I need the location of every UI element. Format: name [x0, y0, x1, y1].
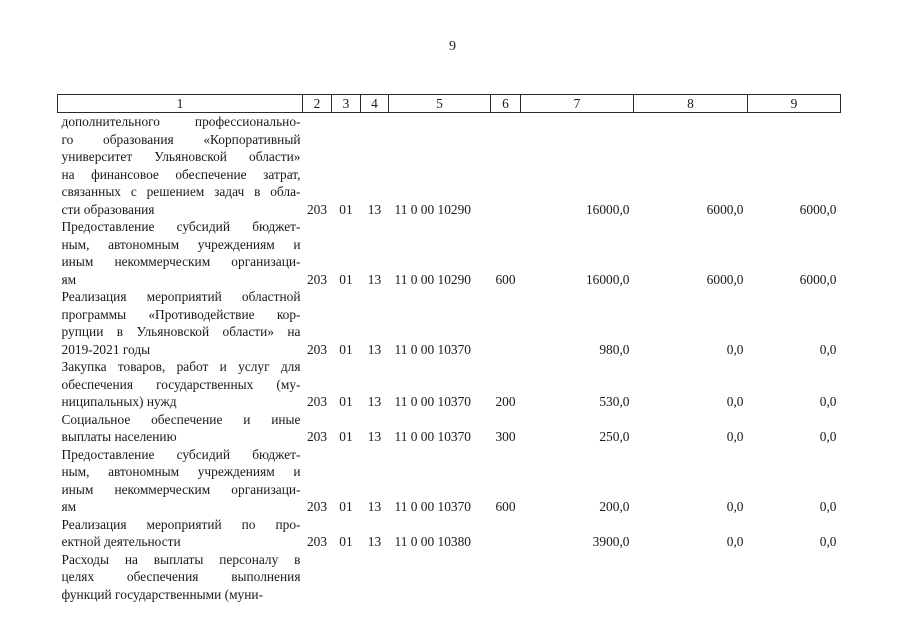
column-header-4: 4 [361, 95, 389, 113]
cell-ministry-code [303, 551, 332, 604]
description-line: ям [61, 499, 77, 514]
description-line: функций государственными (муни- [61, 586, 264, 602]
cell-expense-type [491, 516, 521, 551]
description-line: ным, автономным учреждениям и [61, 236, 301, 252]
cell-amount-year-1: 16000,0 [585, 201, 630, 217]
description-line: Предоставление субсидий бюджет- [61, 219, 301, 234]
cell-section: 01 [339, 499, 353, 514]
cell-ministry-code: 203 [306, 534, 328, 549]
description-line: ным, автономным учреждениям и [61, 464, 301, 479]
cell-ministry-code: 203 [306, 201, 328, 217]
cell-section: 01 [339, 429, 353, 444]
cell-expense-type: 600 [495, 499, 516, 514]
cell-expense-type [491, 288, 521, 358]
description-line: рупции в Ульяновской области» на [61, 324, 301, 339]
cell-ministry-code: 203 [306, 499, 328, 514]
description-line: выплаты населению [61, 429, 177, 444]
description-line: дополнительного профессионально- [61, 114, 301, 129]
cell-ministry-code: 203 [306, 341, 328, 357]
cell-amount-year-2: 0,0 [726, 429, 744, 444]
cell-description [58, 288, 303, 358]
cell-description [58, 516, 303, 551]
cell-subsection: 13 [367, 201, 382, 217]
description-line: целях обеспечения выполнения [61, 569, 301, 584]
description-line: ектной деятельности [61, 534, 181, 549]
description-line: иным некоммерческим организаци- [61, 254, 301, 269]
cell-amount-year-1 [521, 551, 634, 604]
cell-target-article: 11 0 00 10290 [394, 201, 471, 217]
description-line: Расходы на выплаты персоналу в [61, 551, 301, 567]
cell-subsection [361, 551, 389, 604]
cell-amount-year-3: 0,0 [819, 341, 837, 357]
table-row [58, 516, 841, 551]
cell-target-article: 11 0 00 10380 [394, 534, 471, 549]
cell-description [58, 358, 303, 411]
cell-target-article: 11 0 00 10370 [394, 499, 471, 514]
cell-description [58, 446, 303, 516]
cell-target-article: 11 0 00 10370 [394, 429, 471, 444]
cell-description [58, 551, 303, 604]
cell-amount-year-3: 0,0 [819, 499, 837, 514]
description-line: ниципальных) нужд [61, 394, 177, 409]
budget-table-body [58, 113, 841, 604]
cell-target-article: 11 0 00 10370 [394, 394, 471, 409]
cell-amount-year-1: 200,0 [599, 499, 630, 514]
cell-target-article: 11 0 00 10290 [394, 271, 471, 287]
cell-expense-type [491, 113, 521, 219]
cell-expense-type: 600 [495, 271, 516, 287]
cell-amount-year-2: 6000,0 [706, 271, 744, 287]
cell-description [58, 411, 303, 446]
description-line: Социальное обеспечение и иные [61, 411, 301, 427]
column-header-5: 5 [389, 95, 491, 113]
description-line: Закупка товаров, работ и услуг для [61, 359, 301, 374]
cell-target-article [389, 551, 491, 604]
table-row [58, 218, 841, 288]
description-line: на финансовое обеспечение затрат, [61, 166, 301, 182]
cell-subsection: 13 [367, 271, 382, 287]
description-line: связанных с решением задач в обла- [61, 184, 301, 199]
table-row [58, 551, 841, 604]
cell-amount-year-1: 16000,0 [585, 271, 630, 287]
description-line: 2019-2021 годы [61, 341, 151, 357]
cell-ministry-code: 203 [306, 394, 328, 409]
cell-amount-year-3: 0,0 [819, 429, 837, 444]
table-row [58, 446, 841, 516]
description-line: ям [61, 271, 77, 287]
cell-amount-year-3: 0,0 [819, 534, 837, 549]
budget-table [57, 94, 841, 603]
column-header-1: 1 [58, 95, 303, 113]
cell-description [58, 218, 303, 288]
cell-amount-year-3: 0,0 [819, 394, 837, 409]
page-number: 9 [449, 39, 456, 54]
description-line: Реализация мероприятий по про- [61, 516, 301, 532]
description-line: Предоставление субсидий бюджет- [61, 446, 301, 462]
column-header-9: 9 [748, 95, 841, 113]
table-row [58, 358, 841, 411]
description-line: сти образования [61, 201, 155, 217]
cell-amount-year-1: 980,0 [599, 341, 630, 357]
table-row [58, 288, 841, 358]
cell-subsection: 13 [367, 394, 382, 409]
column-header-3: 3 [332, 95, 361, 113]
table-row [58, 113, 841, 219]
cell-ministry-code: 203 [306, 271, 328, 287]
column-header-7: 7 [521, 95, 634, 113]
cell-amount-year-2: 6000,0 [706, 201, 744, 217]
cell-section: 01 [339, 534, 353, 549]
column-header-2: 2 [303, 95, 332, 113]
cell-section: 01 [339, 201, 353, 217]
cell-description [58, 113, 303, 219]
cell-section: 01 [339, 394, 353, 409]
column-header-8: 8 [634, 95, 748, 113]
cell-section: 01 [339, 271, 353, 287]
cell-amount-year-1: 530,0 [599, 394, 630, 409]
cell-amount-year-1: 250,0 [599, 429, 630, 444]
cell-ministry-code: 203 [306, 429, 328, 444]
cell-amount-year-3 [748, 551, 841, 604]
cell-subsection: 13 [367, 499, 382, 514]
cell-amount-year-2: 0,0 [726, 341, 744, 357]
cell-subsection: 13 [367, 341, 382, 357]
cell-amount-year-1: 3900,0 [592, 534, 630, 549]
cell-amount-year-2: 0,0 [726, 499, 744, 514]
column-number-header [58, 95, 841, 113]
cell-section: 01 [339, 341, 353, 357]
description-line: го образования «Корпоративный [61, 131, 301, 147]
cell-subsection: 13 [367, 429, 382, 444]
cell-subsection: 13 [367, 534, 382, 549]
cell-amount-year-2 [634, 551, 748, 604]
description-line: Реализация мероприятий областной [61, 289, 301, 304]
description-line: обеспечения государственных (му- [61, 376, 301, 392]
cell-amount-year-2: 0,0 [726, 394, 744, 409]
column-header-6: 6 [491, 95, 521, 113]
cell-amount-year-3: 6000,0 [799, 201, 837, 217]
cell-amount-year-3: 6000,0 [799, 271, 837, 287]
table-row [58, 411, 841, 446]
description-line: программы «Противодействие кор- [61, 306, 301, 322]
description-line: университет Ульяновской области» [61, 149, 301, 164]
cell-target-article: 11 0 00 10370 [394, 341, 471, 357]
cell-section [332, 551, 361, 604]
cell-expense-type: 300 [495, 429, 516, 444]
cell-amount-year-2: 0,0 [726, 534, 744, 549]
cell-expense-type [491, 551, 521, 604]
description-line: иным некоммерческим организаци- [61, 481, 301, 497]
cell-expense-type: 200 [495, 394, 516, 409]
